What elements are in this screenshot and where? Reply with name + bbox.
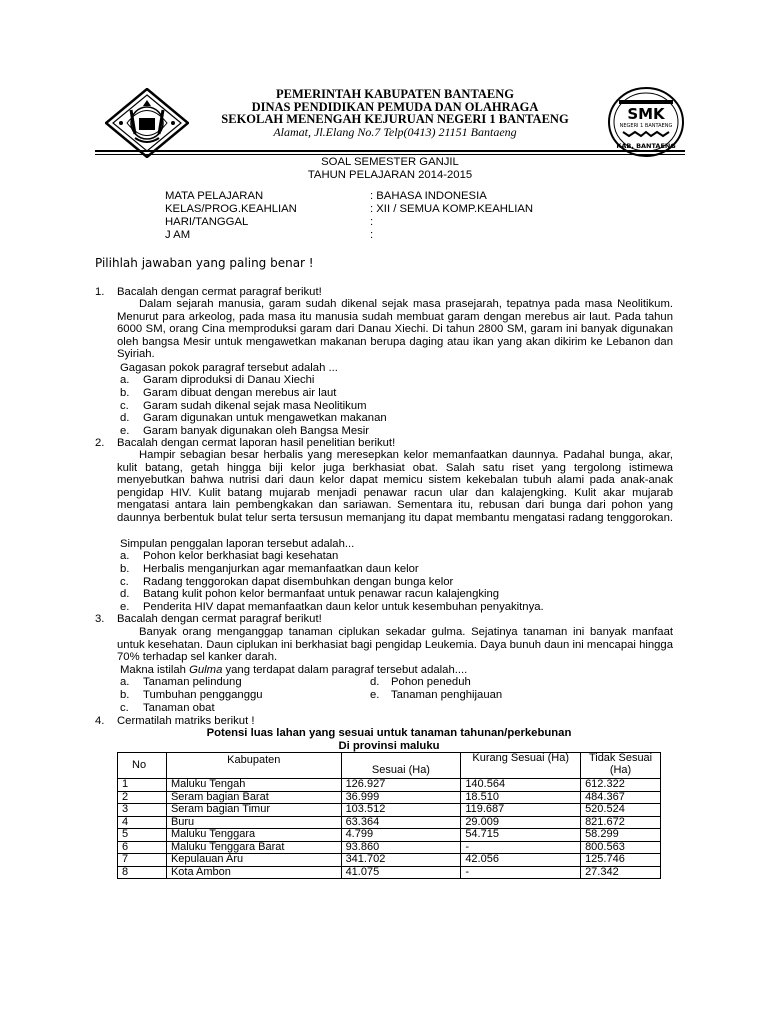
question-prompt: Bacalah dengan cermat paragraf berikut!	[117, 286, 322, 298]
smk-logo-text: SMK	[627, 105, 665, 123]
question-prompt: Bacalah dengan cermat paragraf berikut!	[117, 613, 322, 625]
school-name: SEKOLAH MENENGAH KEJURUAN NEGERI 1 BANTAENG	[221, 112, 569, 126]
column-header-tidak-sesuai: Tidak Sesuai (Ha)	[581, 753, 661, 779]
option-text: Garam sudah dikenal sejak masa Neolitikum	[143, 400, 367, 412]
bantaeng-regency-emblem	[105, 88, 189, 158]
option-text: Tanaman obat	[143, 702, 215, 714]
question-prompt: Cermatilah matriks berikut !	[117, 715, 255, 727]
option-letter: c.	[120, 400, 129, 412]
land-potential-table	[117, 752, 661, 879]
option-text: Garam diproduksi di Danau Xiechi	[143, 374, 315, 386]
smk-logo-subtext: NEGERI 1 BANTAENG	[619, 123, 673, 129]
letterhead-divider-thick	[95, 150, 685, 152]
option-text: Radang tenggorokan dapat disembuhkan dengan bunga kelor	[143, 576, 454, 588]
question-text-after: yang terdapat dalam paragraf tersebut adalah....	[222, 664, 468, 676]
question-text-before: Makna istilah	[120, 664, 190, 676]
question-passage: Banyak orang menganggap tanaman ciplukan sekadar gulma. Sejatinya tanaman ini banyak manfaat untuk kesehatan. Daun ciplukan ini berkhasiat bagi pengidap Leukemia. Daya bunuh daun ini mencapai hingga 70% terhadap sel kanker darah.	[117, 626, 673, 664]
table-row: 3 Seram bagian Timur 103.512 119.687 520.524	[118, 804, 661, 817]
exam-title-block	[95, 156, 685, 181]
exam-year: TAHUN PELAJARAN 2014-2015	[307, 168, 473, 181]
option-letter: d.	[120, 412, 130, 424]
question-number: 3.	[95, 613, 105, 625]
option-letter: a.	[120, 676, 130, 688]
column-header-no: No	[118, 753, 167, 779]
field-value-time: :	[370, 229, 374, 241]
table-title-line2: Di provinsi maluku	[338, 739, 440, 752]
field-label-subject: MATA PELAJARAN	[165, 190, 264, 202]
instruction: Pilihlah jawaban yang paling benar !	[95, 256, 314, 270]
option-text: Herbalis menganjurkan agar memanfaatkan daun kelor	[143, 563, 419, 575]
table-row: 5 Maluku Tenggara 4.799 54.715 58.299	[118, 829, 661, 842]
option-text: Garam dibuat dengan merebus air laut	[143, 387, 337, 399]
option-letter: d.	[370, 676, 380, 688]
table-row: 2 Seram bagian Barat 36.999 18.510 484.367	[118, 791, 661, 804]
option-letter: b.	[120, 689, 130, 701]
field-value-date: :	[370, 216, 374, 228]
option-letter: b.	[120, 563, 130, 575]
option-letter: a.	[120, 374, 130, 386]
agency-name: DINAS PENDIDIKAN PEMUDA DAN OLAHRAGA	[251, 99, 539, 114]
column-header-kabupaten: Kabupaten	[166, 753, 341, 779]
option-letter: d.	[120, 588, 130, 600]
option-text: Garam digunakan untuk mengawetkan makanan	[143, 412, 387, 424]
table-title-line1: Potensi luas lahan yang sesuai untuk tanaman tahunan/perkebunan	[206, 727, 572, 739]
field-value-class: : XII / SEMUA KOMP.KEAHLIAN	[370, 203, 534, 215]
table-title	[117, 727, 661, 752]
option-text: Tumbuhan pengganggu	[143, 689, 263, 701]
question-passage: Hampir sebagian besar herbalis yang meresepkan kelor memanfaatkan daunnya. Padahal bunga, akar, kulit batang, getah hingga biji kelor juga berkhasiat obat. Salah satu riset yang tergolong istimewa menyebutkan bahwa nutrisi dari daun kelor dapat memicu sistem kekebalan tubuh alami pada anak-anak pengidap HIV. Kulit batang mujarab menjadi penawar racun ular dan kalajengking. Kulit akar mujarab mengatasi antara lain pembengkakan dan sariawan. Sementara itu, rebusan dari bunga dari pohon yang daunnya berbentuk bulat telur serta tersusun memanjang itu dapat membantu mengatasi radang tenggorokan.	[117, 449, 673, 524]
exam-title: SOAL SEMESTER GANJIL	[321, 156, 459, 168]
letterhead	[95, 84, 685, 154]
table-row: 6 Maluku Tenggara Barat 93.860 - 800.563	[118, 841, 661, 854]
option-letter: a.	[120, 550, 130, 562]
option-text: Garam banyak digunakan oleh Bangsa Mesir	[143, 425, 370, 437]
table-row: 1 Maluku Tengah 126.927 140.564 612.322	[118, 779, 661, 792]
school-address: Alamat, Jl.Elang No.7 Telp(0413) 21151 Bantaeng	[273, 124, 517, 139]
question-term: Gulma	[189, 664, 223, 676]
option-text: Tanaman pelindung	[143, 676, 242, 688]
column-header-sesuai: Sesuai (Ha)	[341, 753, 461, 779]
field-label-time: J AM	[165, 229, 191, 241]
option-letter: c.	[120, 576, 129, 588]
question-text	[120, 664, 467, 677]
option-letter: b.	[120, 387, 130, 399]
letterhead-divider-thin	[95, 154, 685, 155]
smk-logo-regency: KAB. BANTAENG	[616, 142, 676, 150]
option-text: Pohon peneduh	[391, 676, 471, 688]
smk-school-logo	[607, 86, 685, 158]
letterhead-text	[195, 88, 595, 138]
question-text: Gagasan pokok paragraf tersebut adalah ...	[120, 362, 338, 374]
table-row: 8 Kota Ambon 41.075 - 27.342	[118, 866, 661, 879]
table-row: 7 Kepulauan Aru 341.702 42.056 125.746	[118, 854, 661, 867]
option-letter: e.	[120, 425, 130, 437]
government-name: PEMERINTAH KABUPATEN BANTAENG	[276, 87, 514, 101]
question-number: 4.	[95, 715, 105, 727]
option-text: Tanaman penghijauan	[391, 689, 503, 701]
option-letter: c.	[120, 702, 129, 714]
option-letter: e.	[120, 601, 130, 613]
question-passage: Dalam sejarah manusia, garam sudah dikenal sejak masa prasejarah, tepatnya pada masa Neolitikum. Menurut para arkeolog, pada masa itu manusia sudah membuat garam dengan merebus air laut. Pada tahun 6000 SM, orang Cina memproduksi garam dari Danau Xiechi. Di tahun 2800 SM, garam ini banyak digunakan oleh bangsa Mesir untuk mengawetkan makanan berupa daging atau ikan yang akan dikirim ke Lebanon dan Syiriah.	[117, 298, 673, 361]
field-value-subject: : BAHASA INDONESIA	[370, 190, 487, 202]
field-label-class: KELAS/PROG.KEAHLIAN	[165, 203, 297, 215]
field-label-date: HARI/TANGGAL	[165, 216, 249, 228]
option-text: Batang kulit pohon kelor bermanfaat untuk penawar racun kalajengking	[143, 588, 500, 600]
table-row: 4 Buru 63.364 29.009 821.672	[118, 816, 661, 829]
question-number: 1.	[95, 286, 105, 298]
question-text: Simpulan penggalan laporan tersebut adalah...	[120, 538, 355, 550]
option-text: Pohon kelor berkhasiat bagi kesehatan	[143, 550, 339, 562]
option-letter: e.	[370, 689, 380, 701]
question-prompt: Bacalah dengan cermat laporan hasil penelitian berikut!	[117, 437, 396, 449]
table-header-row	[118, 753, 661, 779]
option-text: Penderita HIV dapat memanfaatkan daun kelor untuk kesembuhan penyakitnya.	[143, 601, 544, 613]
column-header-kurang-sesuai: Kurang Sesuai (Ha)	[461, 753, 581, 779]
question-number: 2.	[95, 437, 105, 449]
